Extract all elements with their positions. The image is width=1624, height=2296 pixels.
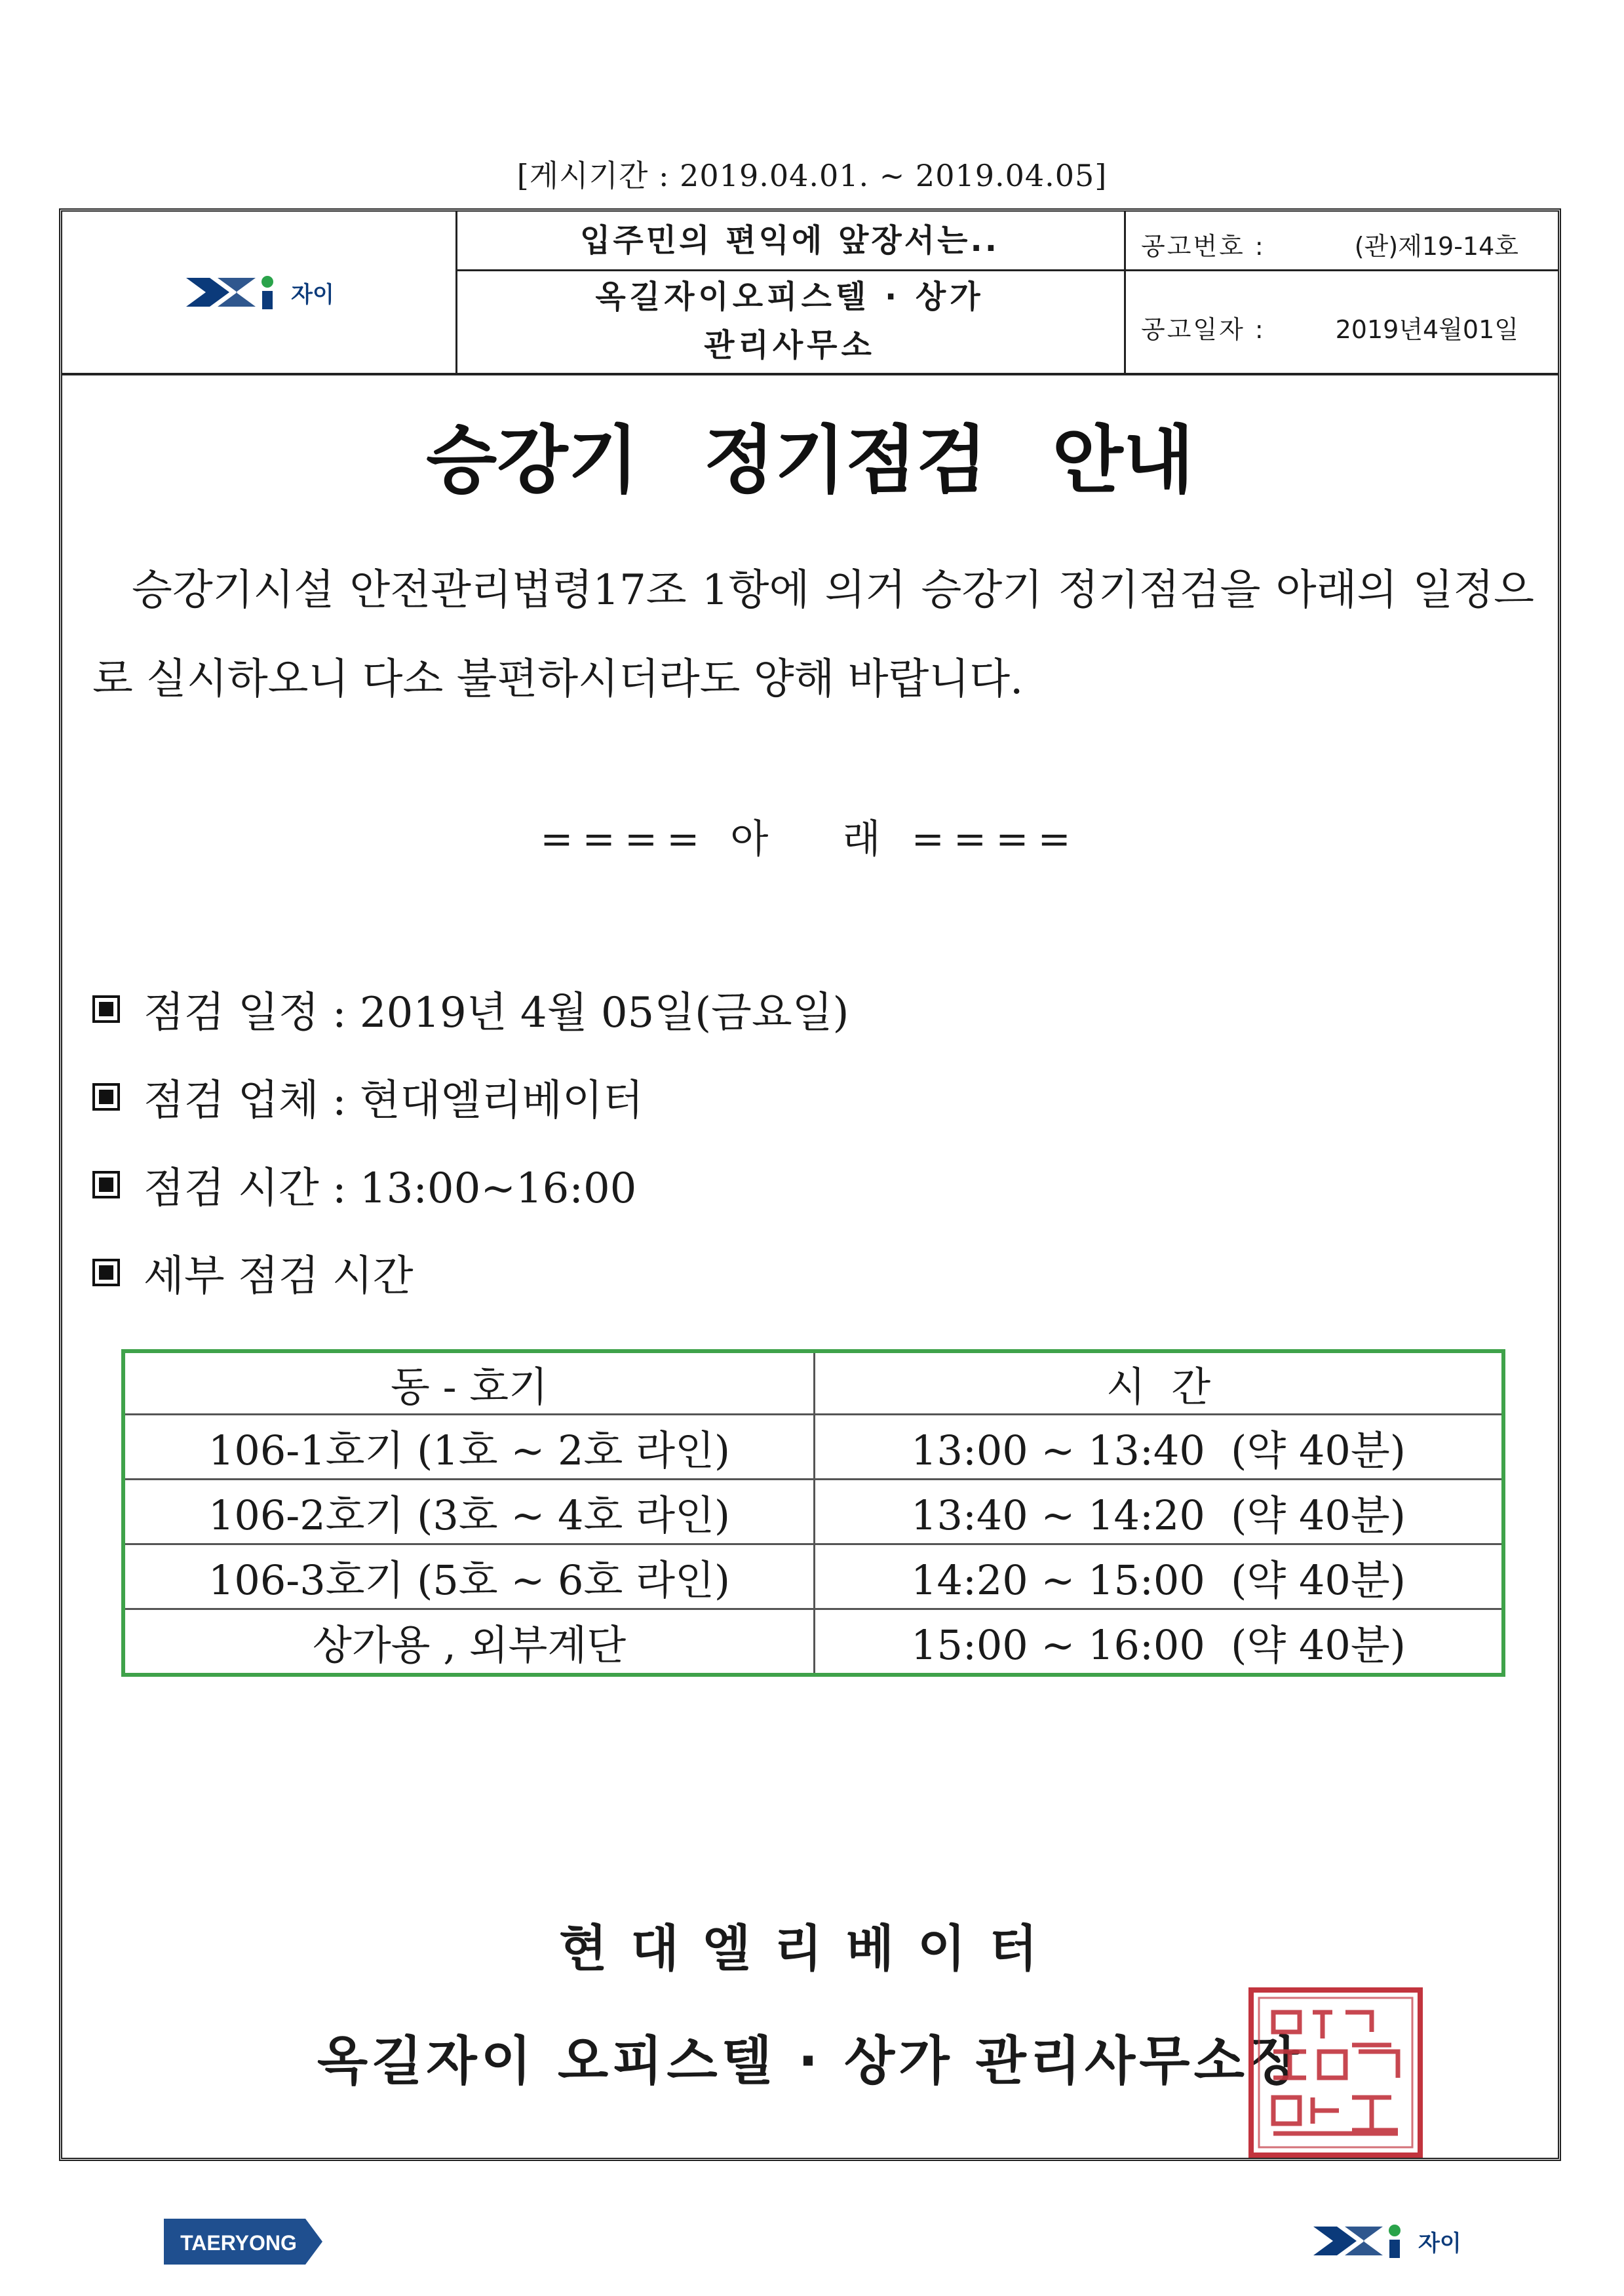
table-cell: 상가용 , 외부계단 (123, 1609, 815, 1675)
notice-number-label: 공고번호 : (1141, 232, 1266, 261)
table-cell: 14:20 ~ 15:00 (약 40분) (815, 1544, 1504, 1609)
notice-date: 2019년4월01일 (1335, 315, 1518, 344)
square-bullet-icon (92, 1083, 120, 1111)
xi-logo-icon (184, 273, 282, 312)
column-header: 동 - 호기 (123, 1351, 815, 1415)
list-item: 점검 업체 : 현대엘리베이터 (92, 1053, 849, 1141)
notice-number: (관)제19-14호 (1354, 232, 1518, 261)
list-item: 세부 점검 시간 (92, 1229, 849, 1316)
schedule-table (121, 1349, 1505, 1677)
square-bullet-icon (92, 1171, 120, 1198)
logo-text: 자이 (291, 281, 334, 308)
table-row (123, 1609, 1503, 1675)
items-list (92, 965, 849, 1316)
org-line2: 관리사무소 (704, 327, 876, 364)
table-cell: 13:40 ~ 14:20 (약 40분) (815, 1480, 1504, 1544)
company-name: 현대엘리베이터 (559, 1919, 1061, 1978)
column-header: 시 간 (815, 1351, 1504, 1415)
taeryong-logo (161, 2215, 325, 2268)
notice-number-row (1124, 212, 1558, 271)
slogan: 입주민의 편익에 앞장서는.. (455, 212, 1124, 271)
notice-body-text: 승강기시설 안전관리법령17조 1항에 의거 승강기 정기점검을 아래의 일정으로 실시하오니 다소 불편하시더라도 양해 바랍니다. (92, 566, 1534, 704)
square-bullet-icon (92, 1259, 120, 1286)
notice-header (62, 212, 1558, 375)
list-item: 점검 시간 : 13:00~16:00 (92, 1141, 849, 1229)
header-right (1124, 212, 1558, 373)
square-bullet-icon (92, 995, 120, 1023)
taeryong-logo-text: TAERYONG (180, 2231, 297, 2255)
table-cell: 106-3호기 (5호 ~ 6호 라인) (123, 1544, 815, 1609)
table-cell: 15:00 ~ 16:00 (약 40분) (815, 1609, 1504, 1675)
table-cell: 106-2호기 (3호 ~ 4호 라인) (123, 1480, 815, 1544)
table-row (123, 1544, 1503, 1609)
org-line1: 옥길자이오피스텔 · 상가 (595, 278, 984, 315)
table-header-row (123, 1351, 1503, 1415)
table-cell: 106-1호기 (1호 ~ 2호 라인) (123, 1415, 815, 1480)
xi-logo (184, 273, 334, 312)
notice-date-label: 공고일자 : (1141, 315, 1266, 344)
notice-date-row (1124, 271, 1558, 373)
notice-frame (59, 208, 1561, 2161)
notice-body (92, 546, 1534, 724)
table-row (123, 1480, 1503, 1544)
xi-logo-icon (1311, 2221, 1409, 2261)
logo-cell (62, 212, 457, 373)
xi-footer-logo (1311, 2221, 1461, 2261)
below-marker: ==== 아 래 ==== (540, 816, 1080, 862)
table-cell: 13:00 ~ 13:40 (약 40분) (815, 1415, 1504, 1480)
office-signature: 옥길자이 오피스텔 · 상가 관리사무소장 (317, 2031, 1304, 2092)
list-item: 점검 일정 : 2019년 4월 05일(금요일) (92, 965, 849, 1053)
header-middle (455, 212, 1126, 373)
notice-title: 승강기 정기점검 안내 (426, 418, 1194, 503)
footer-logo-text: 자이 (1418, 2230, 1461, 2257)
posting-period: [게시기간 : 2019.04.01. ~ 2019.04.05] (516, 158, 1108, 193)
official-seal-icon (1247, 1986, 1424, 2159)
table-row (123, 1415, 1503, 1480)
